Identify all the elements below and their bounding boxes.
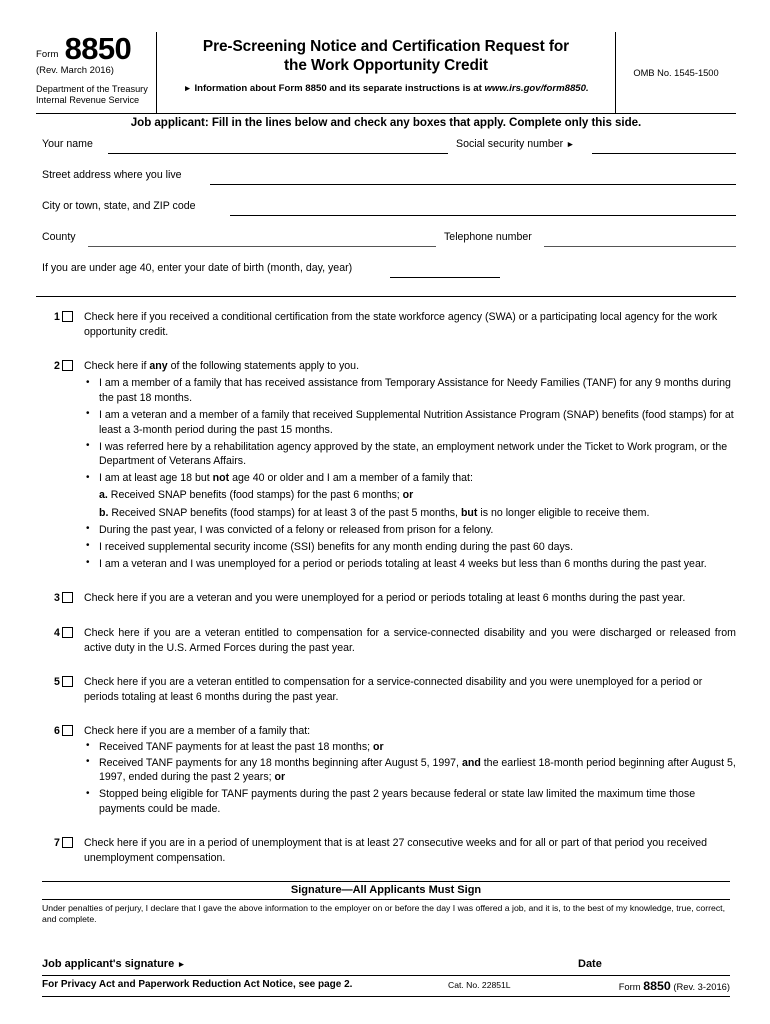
right-triangle-icon: ► xyxy=(183,83,192,93)
body-text: During the past year, I was convicted of a felony or released from prison for a felony. xyxy=(99,523,494,536)
item-4-text xyxy=(84,626,736,655)
body-text: Check here if you are a veteran and you were unemployed for a period or periods totaling at least 6 months during the past year. xyxy=(84,592,686,605)
item-2-bullet xyxy=(84,540,736,555)
signature-top-rule xyxy=(42,881,730,882)
item-3-number: 3 xyxy=(54,592,60,605)
item-2-bullet xyxy=(84,440,736,469)
checkbox-item-3[interactable] xyxy=(62,592,73,603)
item-1-lead xyxy=(84,310,736,339)
emphasis-text: or xyxy=(274,771,286,784)
input-county[interactable] xyxy=(88,246,436,247)
item-2 xyxy=(36,359,736,571)
label-county: County xyxy=(42,231,76,243)
item-1-text xyxy=(84,310,736,339)
body-text: age 40 or older and I am a member of a family that: xyxy=(229,472,473,485)
spacer-5 xyxy=(36,704,736,724)
label-telephone: Telephone number xyxy=(444,231,532,243)
body-text: Check here if you are a veteran entitled to compensation for a service-connected disability and you were unemployed for a period or periods totaling at least 6 months during the past year. xyxy=(84,676,703,703)
checkbox-item-6[interactable] xyxy=(62,725,73,736)
label-ssn: Social security number ► xyxy=(456,138,575,150)
item-3-lead xyxy=(84,591,736,606)
department-line-2: Internal Revenue Service xyxy=(36,94,140,105)
body-text: I was referred here by a rehabilitation agency approved by the state, an employment network under the Ticket to Work program, or the Department of Veterans Affairs. xyxy=(99,440,728,468)
item-2-bullets xyxy=(84,376,736,571)
emphasis-text: or xyxy=(373,740,384,753)
item-3-text xyxy=(84,591,736,606)
body-text: Check here if you are a member of a family that: xyxy=(84,725,311,738)
field-row-street xyxy=(42,169,736,200)
item-7-lead xyxy=(84,836,736,865)
body-text: Check here if you received a conditional certification from the state workforce agency (SWA) or a participating local agency for the work opportunity credit. xyxy=(84,311,718,338)
footer-form-number: 8850 xyxy=(643,979,671,993)
privacy-act-notice: For Privacy Act and Paperwork Reduction Act Notice, see page 2. xyxy=(42,979,353,990)
right-triangle-icon: ► xyxy=(566,139,575,149)
body-text: Received TANF payments for at least the past 18 months; xyxy=(99,740,373,753)
item-1-checkbox-cell xyxy=(62,310,84,322)
item-4-number: 4 xyxy=(54,627,60,639)
item-4 xyxy=(36,626,736,655)
input-telephone[interactable] xyxy=(544,246,736,247)
checkbox-item-7[interactable] xyxy=(62,837,73,848)
item-2-subitem xyxy=(84,506,736,521)
instructions-url[interactable]: www.irs.gov/form8850. xyxy=(484,83,589,94)
body-text: I am a veteran and I was unemployed for a period or periods totaling at least 4 weeks but less than 6 months during the past year. xyxy=(99,557,707,570)
body-text: is no longer eligible to receive them. xyxy=(477,506,650,519)
label-street-address: Street address where you live xyxy=(42,169,182,181)
item-5-number: 5 xyxy=(54,676,60,689)
input-ssn[interactable] xyxy=(592,153,736,154)
footer-form-label: Form xyxy=(618,981,641,992)
signature-mid-rule xyxy=(42,899,730,900)
checklist-items xyxy=(36,300,736,866)
signature-bottom-rule xyxy=(42,975,730,976)
label-city-state-zip: City or town, state, and ZIP code xyxy=(42,200,196,212)
body-text: I am a member of a family that has received assistance from Temporary Assistance for Needy Families (TANF) for any 9 months during the past 18 months. xyxy=(99,377,731,404)
signature-row xyxy=(42,958,730,976)
item-7-number: 7 xyxy=(54,837,60,850)
body-text: I am at least age 18 but xyxy=(99,472,213,485)
field-row-city xyxy=(42,200,736,231)
emphasis-text: or xyxy=(402,489,414,502)
item-3 xyxy=(36,591,736,606)
item-2-bullet xyxy=(84,557,736,572)
signature-label: Job applicant's signature ► xyxy=(42,958,186,970)
item-6 xyxy=(36,724,736,816)
body-text: Check here if you are in a period of unemployment that is at least 27 consecutive weeks and for all or part of that period you received unemployment compensation. xyxy=(84,837,708,865)
signature-section-title: Signature—All Applicants Must Sign xyxy=(290,884,482,896)
item-6-bullet xyxy=(84,740,736,755)
footer-form-identity xyxy=(619,979,730,993)
spacer-2 xyxy=(36,571,736,591)
item-6-checkbox-cell xyxy=(62,724,84,736)
item-7-checkbox-cell xyxy=(62,836,84,848)
fields-bottom-rule xyxy=(36,296,736,297)
input-city-state-zip[interactable] xyxy=(230,215,736,216)
catalog-number: Cat. No. 22851L xyxy=(448,980,511,990)
body-text: Received SNAP benefits (food stamps) for at least 3 of the past 5 months, xyxy=(108,506,461,519)
label-your-name: Your name xyxy=(42,138,93,150)
department-line-1: Department of the Treasury xyxy=(36,84,148,94)
item-4-checkbox-cell xyxy=(62,626,84,638)
header-title-block xyxy=(157,32,615,114)
item-6-text xyxy=(84,724,736,816)
item-6-bullet xyxy=(84,756,736,785)
checkbox-item-5[interactable] xyxy=(62,676,73,687)
applicant-fields xyxy=(42,138,736,293)
spacer-3 xyxy=(36,606,736,626)
emphasis-text: any xyxy=(149,360,168,373)
item-7-text xyxy=(84,836,736,865)
item-3-checkbox-cell xyxy=(62,591,84,603)
footer-form-revision: (Rev. 3-2016) xyxy=(673,981,730,992)
body-text: the earliest 18-month period beginning after August 5, 1997, ended during the past 2 years; xyxy=(99,756,736,784)
body-text: I received supplemental security income (SSI) benefits for any month ending during the past 60 days. xyxy=(99,540,574,553)
instructions-link-line xyxy=(167,82,605,95)
form-header xyxy=(36,32,736,114)
spacer-6 xyxy=(36,816,736,836)
instructions-text: Information about Form 8850 and its separate instructions is at xyxy=(194,83,485,94)
item-2-lead xyxy=(84,359,736,374)
item-5-text xyxy=(84,675,736,704)
form-title-line-2: the Work Opportunity Credit xyxy=(284,57,488,74)
item-5-lead xyxy=(84,675,736,704)
item-2-checkbox-cell xyxy=(62,359,84,371)
omb-block xyxy=(616,32,736,114)
item-2-bullet xyxy=(84,471,736,486)
form-identity xyxy=(36,31,148,66)
body-text: Stopped being eligible for TANF payments during the past 2 years because federal or state law limited the maximum time those payments could be made. xyxy=(99,788,696,815)
form-revision: (Rev. March 2016) xyxy=(36,65,114,76)
perjury-statement: Under penalties of perjury, I declare that I gave the above information to the employer on or before the day I was offered a job, and it is, to the best of my knowledge, true, correct, and complete. xyxy=(42,903,725,925)
item-6-bullet xyxy=(84,787,736,816)
emphasis-text: b. xyxy=(99,506,109,519)
item-4-lead xyxy=(84,626,736,655)
body-text: Check here if you are a veteran entitled to compensation for a service-connected disability and you were discharged or released from active duty in the U.S. Armed Forces during the past year. xyxy=(84,627,736,654)
input-street-address[interactable] xyxy=(210,184,736,185)
spacer-4 xyxy=(36,655,736,675)
input-date-of-birth[interactable] xyxy=(390,277,500,278)
field-row-county xyxy=(42,231,736,262)
checkbox-item-1[interactable] xyxy=(62,311,73,322)
item-2-bullet xyxy=(84,408,736,437)
department-block xyxy=(36,84,148,105)
item-6-bullets xyxy=(84,740,736,816)
item-6-number: 6 xyxy=(54,725,60,738)
item-2-text xyxy=(84,359,736,571)
input-your-name[interactable] xyxy=(108,153,448,154)
body-text: I am a veteran and a member of a family that received Supplemental Nutrition Assistance Program (SNAP) benefits (food stamps) for at least a 3-month period during the past 15 months. xyxy=(99,408,734,436)
item-2-bullet xyxy=(84,376,736,405)
item-7 xyxy=(36,836,736,865)
date-label: Date xyxy=(578,958,602,970)
emphasis-text: not xyxy=(212,472,230,485)
form-label: Form xyxy=(36,49,59,60)
form-title-line-1: Pre-Screening Notice and Certification Request for xyxy=(202,38,570,55)
label-date-of-birth: If you are under age 40, enter your date of birth (month, day, year) xyxy=(42,262,353,274)
emphasis-text: but xyxy=(460,506,478,519)
checkbox-item-4[interactable] xyxy=(62,627,73,638)
item-1 xyxy=(36,310,736,339)
emphasis-text: a. xyxy=(99,489,108,502)
field-row-dob xyxy=(42,262,736,293)
form-number: 8850 xyxy=(64,31,132,66)
header-bottom-rule xyxy=(36,113,736,114)
emphasis-text: and xyxy=(461,756,481,769)
right-triangle-icon: ► xyxy=(177,959,186,969)
body-text: of the following statements apply to you. xyxy=(167,360,360,373)
spacer-1 xyxy=(36,339,736,359)
applicant-banner: Job applicant: Fill in the lines below and check any boxes that apply. Complete only this side. xyxy=(130,116,642,129)
item-2-bullet xyxy=(84,523,736,538)
body-text: Received TANF payments for any 18 months beginning after August 5, 1997, xyxy=(99,756,462,769)
checkbox-item-2[interactable] xyxy=(62,360,73,371)
item-6-lead xyxy=(84,724,736,739)
body-text: Check here if xyxy=(84,360,150,373)
item-2-subitem xyxy=(84,488,736,503)
omb-number: OMB No. 1545-1500 xyxy=(633,68,719,78)
item-1-number: 1 xyxy=(54,311,60,323)
field-row-name xyxy=(42,138,736,169)
header-left-block xyxy=(36,32,156,114)
form-footer xyxy=(42,979,730,995)
item-5-checkbox-cell xyxy=(62,675,84,687)
footer-bottom-rule xyxy=(42,996,730,997)
item-5 xyxy=(36,675,736,704)
item-2-number: 2 xyxy=(54,360,60,373)
body-text: Received SNAP benefits (food stamps) for the past 6 months; xyxy=(107,489,403,502)
